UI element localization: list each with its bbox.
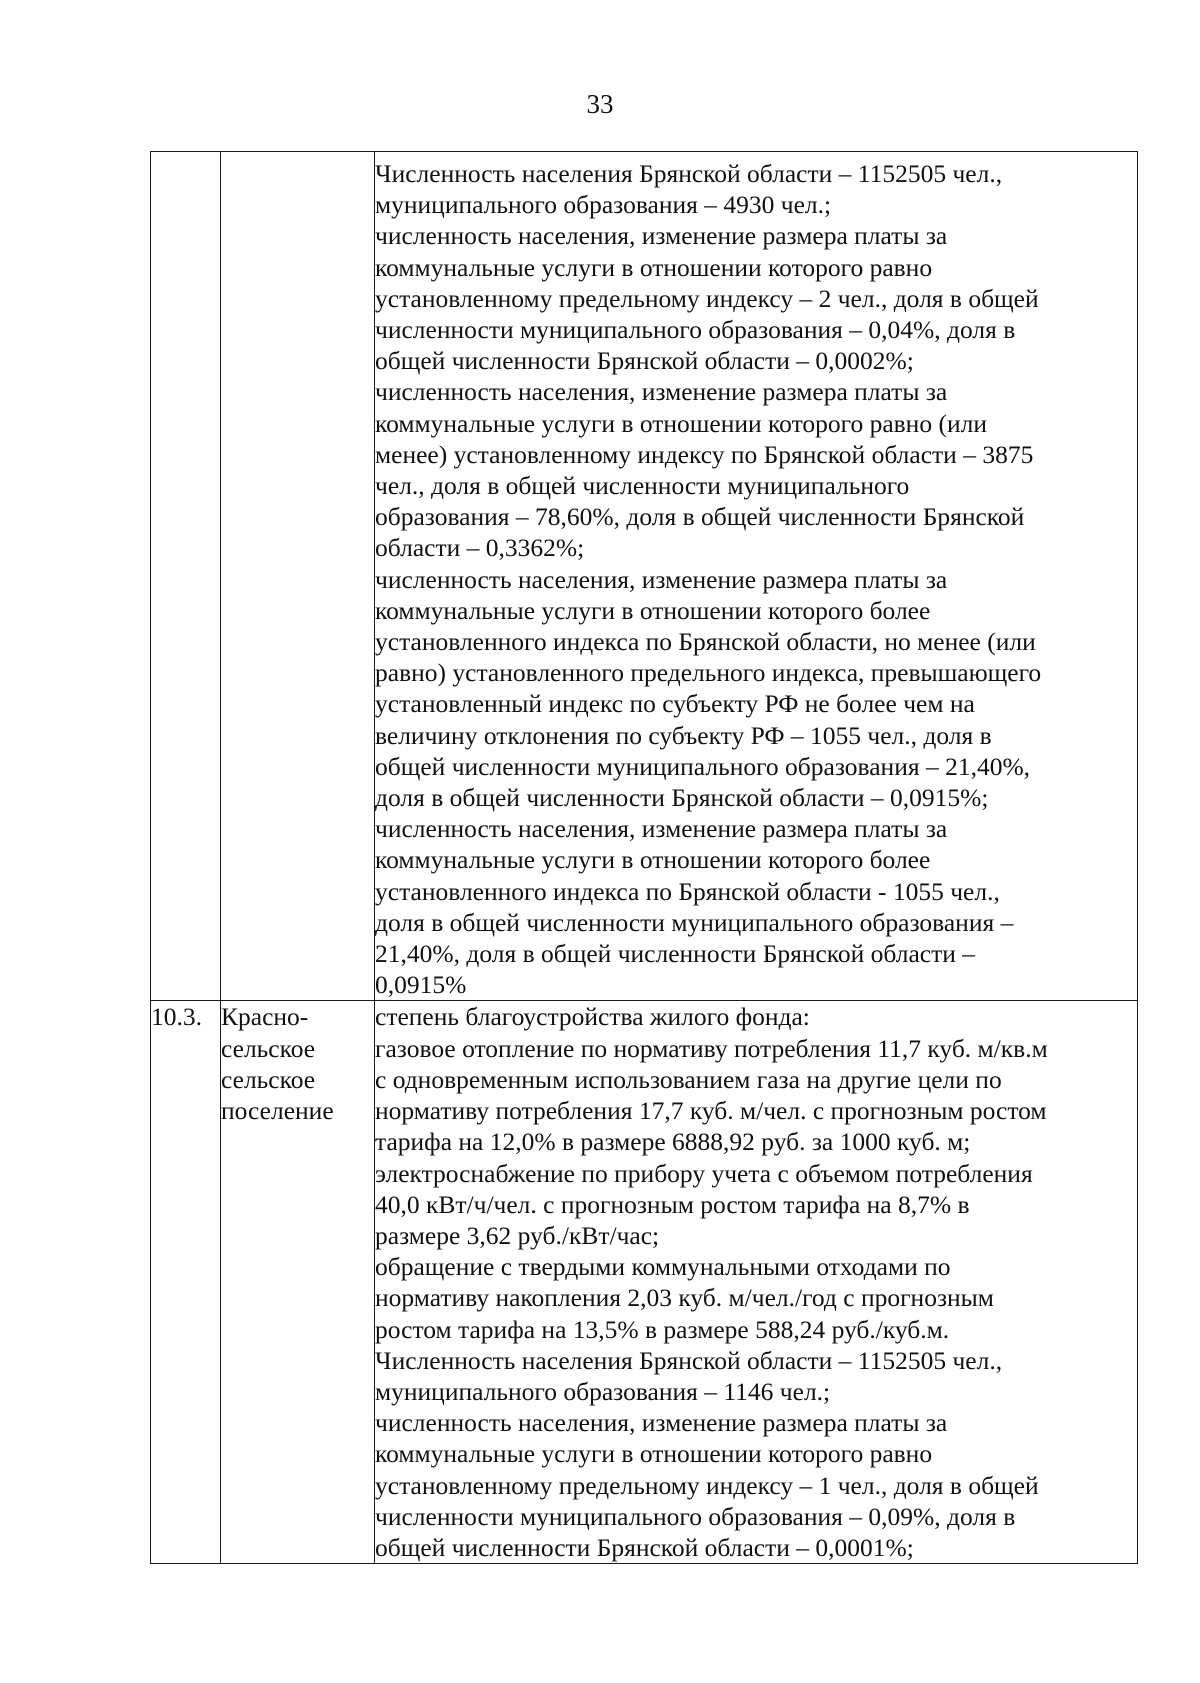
data-table: [150, 151, 1138, 1564]
description-line: численность населения, изменение размера платы за: [375, 1408, 948, 1438]
description-line: области – 0,3362%;: [375, 533, 585, 563]
description-line: коммунальные услуги в отношении которого более: [375, 845, 931, 875]
description-line: численность населения, изменение размера платы за: [375, 564, 948, 594]
description-line: установленному предельному индексу – 2 чел., доля в общей: [375, 283, 1039, 313]
description-line: доля в общей численности муниципального образования –: [375, 907, 1014, 937]
description-line: численности муниципального образования – 0,09%, доля в: [375, 1501, 1016, 1531]
description-line: образования – 78,60%, доля в общей численности Брянской: [375, 502, 1025, 532]
description-line: величину отклонения по субъекту РФ – 1055 чел., доля в: [375, 720, 992, 750]
row-number-cell: [151, 152, 221, 1001]
description-line: коммунальные услуги в отношении которого более: [375, 595, 931, 625]
description-line: общей численности Брянской области – 0,0002%;: [375, 346, 914, 376]
description-line: общей численности муниципального образования – 21,40%,: [375, 751, 1031, 781]
municipality-name-line: Красно-: [221, 1002, 309, 1032]
municipality-name-cell: [221, 1001, 375, 1564]
description-line: коммунальные услуги в отношении которого равно (или: [375, 408, 987, 438]
description-cell: [375, 1001, 1138, 1564]
description-line: 21,40%, доля в общей численности Брянской области –: [375, 939, 976, 969]
description-line: коммунальные услуги в отношении которого равно: [375, 252, 933, 282]
description-line: размере 3,62 руб./кВт/час;: [375, 1220, 660, 1250]
table-body: [151, 152, 1138, 1564]
description-line: установленный индекс по субъекту РФ не более чем на: [375, 689, 975, 719]
description-line: с одновременным использованием газа на другие цели по: [375, 1064, 1002, 1094]
description-line: муниципального образования – 4930 чел.;: [375, 190, 832, 220]
description-line: Численность населения Брянской области – 1152505 чел.,: [375, 1345, 1003, 1375]
description-line: численность населения, изменение размера платы за: [375, 814, 948, 844]
description-line: электроснабжение по прибору учета с объемом потребления: [375, 1158, 1033, 1188]
row-number-cell: 10.3.: [151, 1001, 221, 1564]
municipality-name-line: поселение: [221, 1096, 334, 1126]
description-line: установленного индекса по Брянской области - 1055 чел.,: [375, 876, 1000, 906]
description-line: численность населения, изменение размера платы за: [375, 377, 948, 407]
description-line: общей численности Брянской области – 0,0001%;: [375, 1532, 914, 1562]
description-cell: [375, 152, 1138, 1001]
description-line: Численность населения Брянской области – 1152505 чел.,: [375, 159, 1003, 188]
description-line: установленному предельному индексу – 1 чел., доля в общей: [375, 1470, 1039, 1500]
description-line: нормативу накопления 2,03 куб. м/чел./год с прогнозным: [375, 1283, 994, 1313]
description-line: газовое отопление по нормативу потребления 11,7 куб. м/кв.м: [375, 1033, 1048, 1063]
description-line: ростом тарифа на 13,5% в размере 588,24 руб./куб.м.: [375, 1314, 950, 1344]
description-line: равно) установленного предельного индекса, превышающего: [375, 658, 1042, 688]
description-line: нормативу потребления 17,7 куб. м/чел. с прогнозным ростом: [375, 1096, 1047, 1126]
description-line: численность населения, изменение размера платы за: [375, 221, 948, 251]
description-line: муниципального образования – 1146 чел.;: [375, 1376, 831, 1406]
description-line: 40,0 кВт/ч/чел. с прогнозным ростом тарифа на 8,7% в: [375, 1189, 970, 1219]
page-number: 33: [586, 89, 614, 119]
description-line: доля в общей численности Брянской области – 0,0915%;: [375, 783, 989, 813]
description-line: тарифа на 12,0% в размере 6888,92 руб. за 1000 куб. м;: [375, 1127, 971, 1157]
description-line: численности муниципального образования – 0,04%, доля в: [375, 315, 1016, 345]
table-row: [151, 152, 1138, 1001]
description-line: обращение с твердыми коммунальными отходами по: [375, 1252, 951, 1282]
municipality-name-line: сельское: [221, 1064, 316, 1094]
description-line: степень благоустройства жилого фонда:: [375, 1002, 810, 1032]
description-line: менее) установленному индексу по Брянской области – 3875: [375, 439, 1034, 469]
table-row: [151, 1001, 1138, 1564]
description-line: 0,0915%: [375, 970, 467, 1000]
description-line: коммунальные услуги в отношении которого равно: [375, 1439, 933, 1469]
description-line: чел., доля в общей численности муниципального: [375, 471, 910, 501]
municipality-name-cell: [221, 152, 375, 1001]
description-line: установленного индекса по Брянской области, но менее (или: [375, 627, 1036, 657]
municipality-name-line: сельское: [221, 1033, 316, 1063]
